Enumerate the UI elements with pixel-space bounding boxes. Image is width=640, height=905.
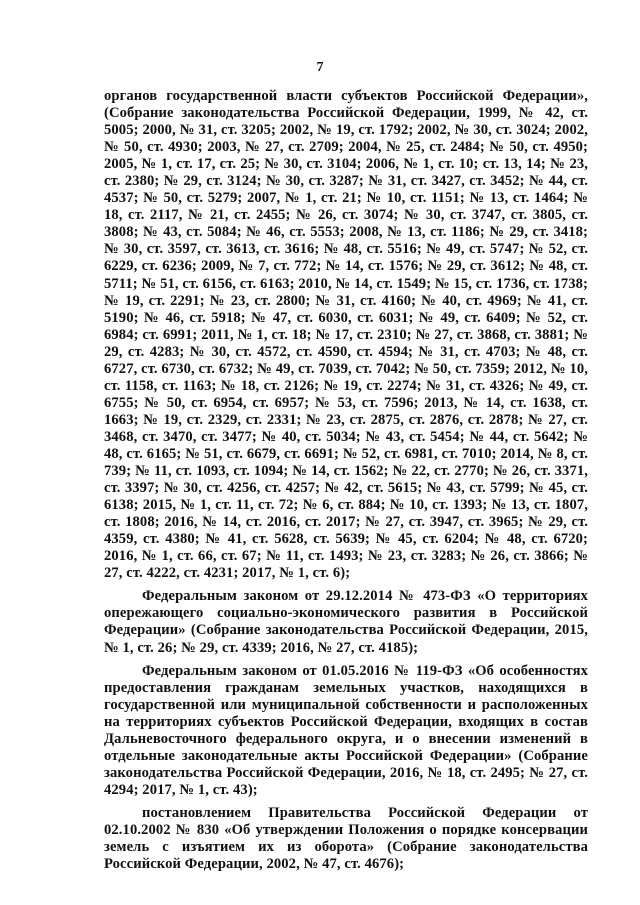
paragraph-continuation: органов государственной власти субъектов Российской Федерации», (Собрание законодательства Российской Федерации, 1999, № 42, ст. 5005; 2000, № 31, ст. 3205; 2002, № 19, ст. 1792; 2002, № 30, ст. 3024; 2002, № 50, ст. 4930; 2003, № 27, ст. 2709; 2004, № 25, ст. 2484; № 50, ст. 4950; 2005, № 1, ст. 17, ст. 25; № 30, ст. 3104; 2006, № 1, ст. 10; ст. 13, 14; № 23, ст. 2380; № 29, ст. 3124; № 30, ст. 3287; № 31, ст. 3427, ст. 3452; № 44, ст. 4537; № 50, ст. 5279; 2007, № 1, ст. 21; № 10, ст. 1151; № 13, ст. 1464; № 18, ст. 2117, № 21, ст. 2455; № 26, ст. 3074; № 30, ст. 3747, ст. 3805, ст. 3808; № 43, ст. 5084; № 46, ст. 5553; 2008, № 13, ст. 1186; № 29, ст. 3418; № 30, ст. 3597, ст. 3613, ст. 3616; № 48, ст. 5516; № 49, ст. 5747; № 52, ст. 6229, ст. 6236; 2009, № 7, ст. 772; № 14, ст. 1576; № 29, ст. 3612; № 48, ст. 5711; № 51, ст. 6156, ст. 6163; 2010, № 14, ст. 1549; № 15, ст. 1736, ст. 1738; № 19, ст. 2291; № 23, ст. 2800; № 31, ст. 4160; № 40, ст. 4969; № 41, ст. 5190; № 46, ст. 5918; № 47, ст. 6030, ст. 6031; № 49, ст. 6409; № 52, ст. 6984; ст. 6991; 2011, № 1, ст. 18; № 17, ст. 2310; № 27, ст. 3868, ст. 3881; № 29, ст. 4283; № 30, ст. 4572, ст. 4590, ст. 4594; № 31, ст. 4703; № 48, ст. 6727, ст. 6730, ст. 6732; № 49, ст. 7039, ст. 7042; № 50, ст. 7359; 2012, № 10, ст. 1158, ст. 1163; № 18, ст. 2126; № 19, ст. 2274; № 31, ст. 4326; № 49, ст. 6755; № 50, ст. 6954, ст. 6957; № 53, ст. 7596; 2013, № 14, ст. 1638, ст. 1663; № 19, ст. 2329, ст. 2331; № 23, ст. 2875, ст. 2876, ст. 2878; № 27, ст. 3468, ст. 3470, ст. 3477; № 40, ст. 5034; № 43, ст. 5454; № 44, ст. 5642; № 48, ст. 6165; № 51, ст. 6679, ст. 6691; № 52, ст. 6981, ст. 7010; 2014, № 8, ст. 739; № 11, ст. 1093, ст. 1094; № 14, ст. 1562; № 22, ст. 2770; № 26, ст. 3371, ст. 3397; № 30, ст. 4256, ст. 4257; № 42, ст. 5615; № 43, ст. 5799; № 45, ст. 6138; 2015, № 1, ст. 11, ст. 72; № 6, ст. 884; № 10, ст. 1393; № 13, ст. 1807, ст. 1808; 2016, № 14, ст. 2016, ст. 2017; № 27, ст. 3947, ст. 3965; № 29, ст. 4359, ст. 4380; № 41, ст. 5628, ст. 5639; № 45, ст. 6204; № 48, ст. 6720; 2016, № 1, ст. 66, ст. 67; № 11, ст. 1493; № 23, ст. 3283; № 26, ст. 3866; № 27, ст. 4222, ст. 4231; 2017, № 1, ст. 6); <box>104 88 588 582</box>
paragraph-government-resolution-830: постановлением Правительства Российской Федерации от 02.10.2002 № 830 «Об утверждении Положения о порядке консервации земель с изъятием их из оборота» (Собрание законодательства Российской Федерации, 2002, № 47, ст. 4676); <box>104 804 588 873</box>
page-number: 7 <box>316 60 324 75</box>
paragraph-federal-law-473: Федеральным законом от 29.12.2014 № 473-ФЗ «О территориях опережающего социально-экономического развития в Российской Федерации» (Собрание законодательства Российской Федерации, 2015, № 1, ст. 26; № 29, ст. 4339; 2016, № 27, ст. 4185); <box>104 588 588 656</box>
document-body <box>104 88 588 879</box>
paragraph-federal-law-119: Федеральным законом от 01.05.2016 № 119-ФЗ «Об особенностях предоставления гражданам земельных участков, находящихся в государственной или муниципальной собственности и расположенных на территориях субъектов Российской Федерации, входящих в состав Дальневосточного федерального округа, и о внесении изменений в отдельные законодательные акты Российской Федерации» (Собрание законодательства Российской Федерации, 2016, № 18, ст. 2495; № 27, ст. 4294; 2017, № 1, ст. 43); <box>104 662 588 798</box>
